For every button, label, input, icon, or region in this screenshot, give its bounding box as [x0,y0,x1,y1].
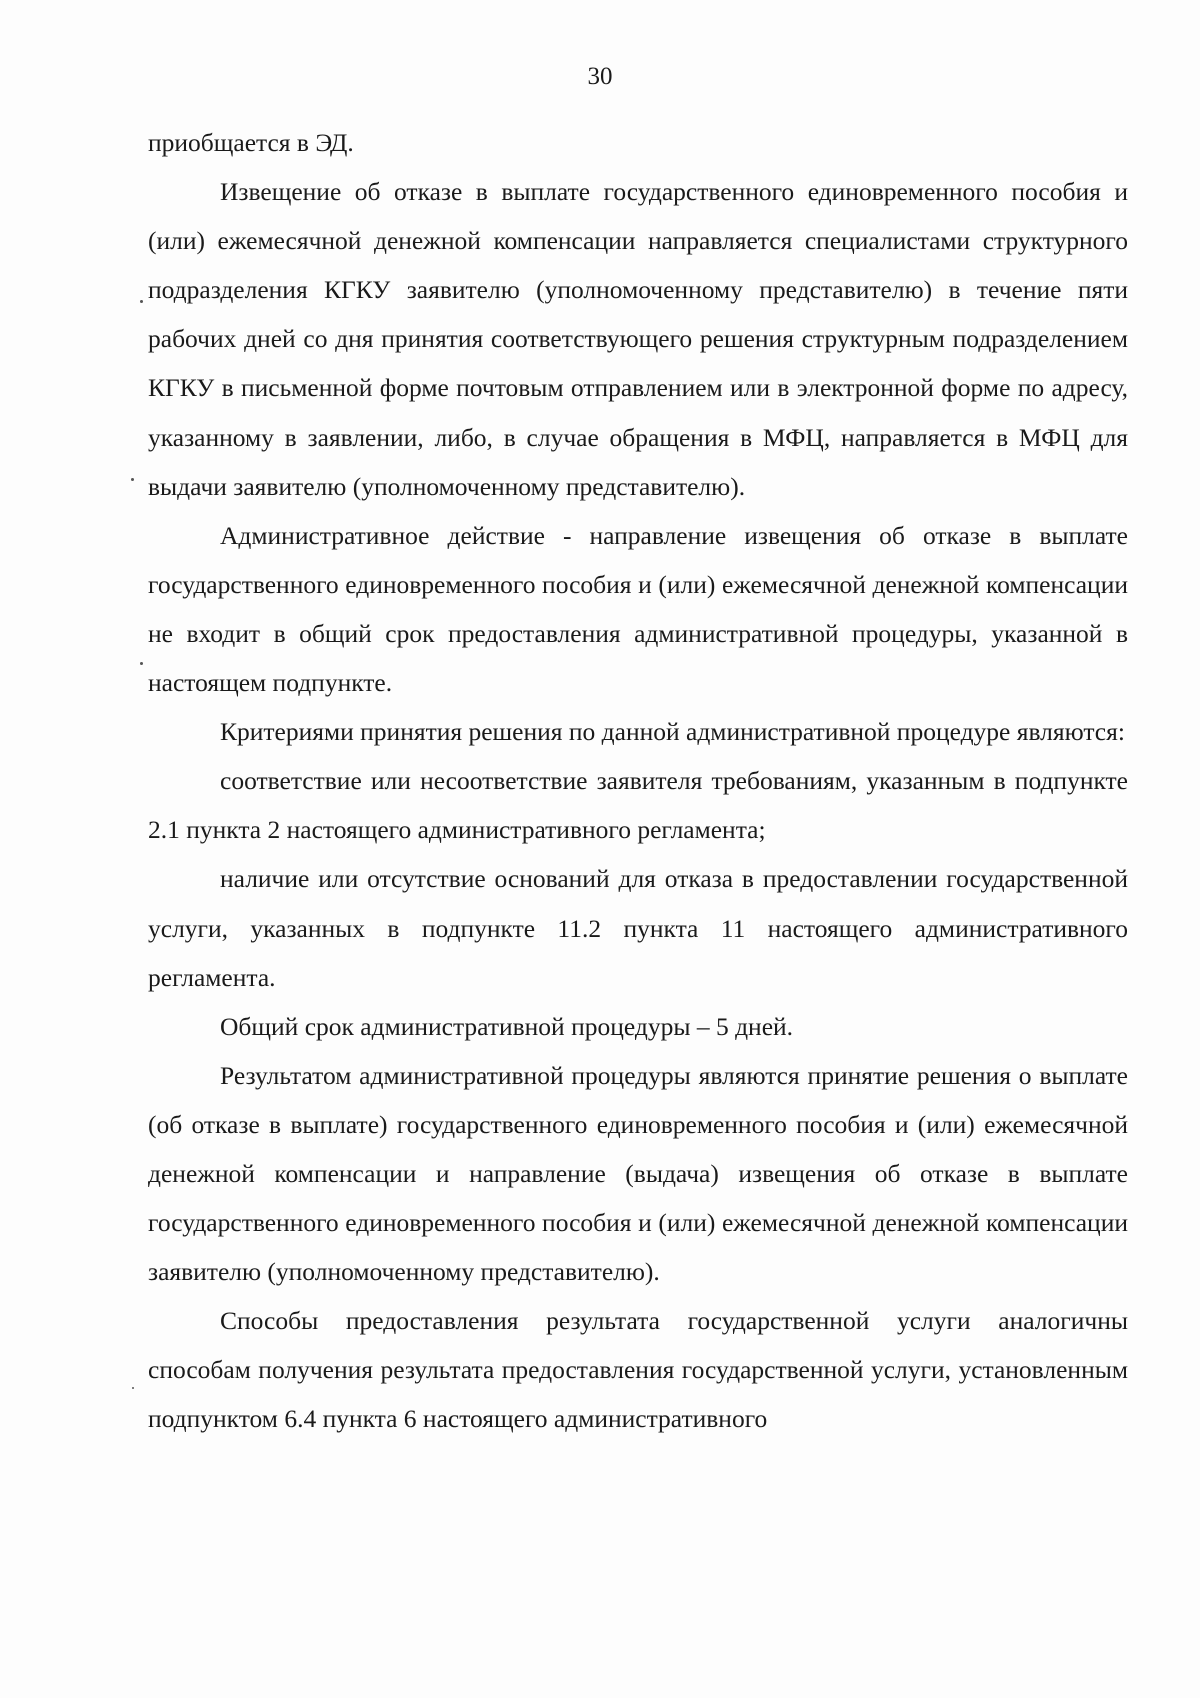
paragraph-total-term: Общий срок административной процедуры – 5 дней. [220,1011,794,1041]
paragraph-procedure-result: Результатом административной процедуры являются принятие решения о выплате (об отказе в выплате) государственного единовременного пособия и (или) ежемесячной денежной компенсации и направление (выдача) извещения об отказе в выплате государственного единовременного пособия и (или) ежемесячной денежной компенсации заявителю (уполномоченному представителю). [148,1060,1128,1287]
scan-speck [140,300,143,303]
document-body [148,118,1128,1444]
paragraph-criterion-grounds: наличие или отсутствие оснований для отказа в предоставлении государственной услуги, указанных в подпункте 11.2 пункта 11 настоящего административного регламента. [148,864,1128,992]
paragraph-administrative-action: Административное действие - направление извещения об отказе в выплате государственного единовременного пособия и (или) ежемесячной денежной компенсации не входит в общий срок предоставления административной процедуры, указанной в настоящем подпункте. [148,520,1128,698]
scan-speck [132,1387,134,1389]
paragraph-continuation: приобщается в ЭД. [148,128,354,157]
paragraph-refusal-notice: Извещение об отказе в выплате государственного единовременного пособия и (или) ежемесячной денежной компенсации направляется специалистами структурного подразделения КГКУ заявителю (уполномоченному представителю) в течение пяти рабочих дней со дня принятия соответствующего решения структурным подразделением КГКУ в письменной форме почтовым отправлением или в электронной форме по адресу, указанному в заявлении, либо, в случае обращения в МФЦ, направляется в МФЦ для выдачи заявителю (уполномоченному представителю). [148,177,1128,501]
paragraph-criterion-compliance: соответствие или несоответствие заявителя требованиям, указанным в подпункте 2.1 пункта 2 настоящего административного регламента; [148,766,1128,845]
page-number: 30 [587,63,613,90]
scan-speck [140,662,143,665]
scan-speck [131,478,134,481]
paragraph-result-delivery-methods: Способы предоставления результата государственной услуги аналогичны способам получения результата предоставления государственной услуги, установленным подпунктом 6.4 пункта 6 настоящего административного [148,1306,1128,1434]
paragraph-decision-criteria: Критериями принятия решения по данной административной процедуре являются: [220,717,1125,747]
